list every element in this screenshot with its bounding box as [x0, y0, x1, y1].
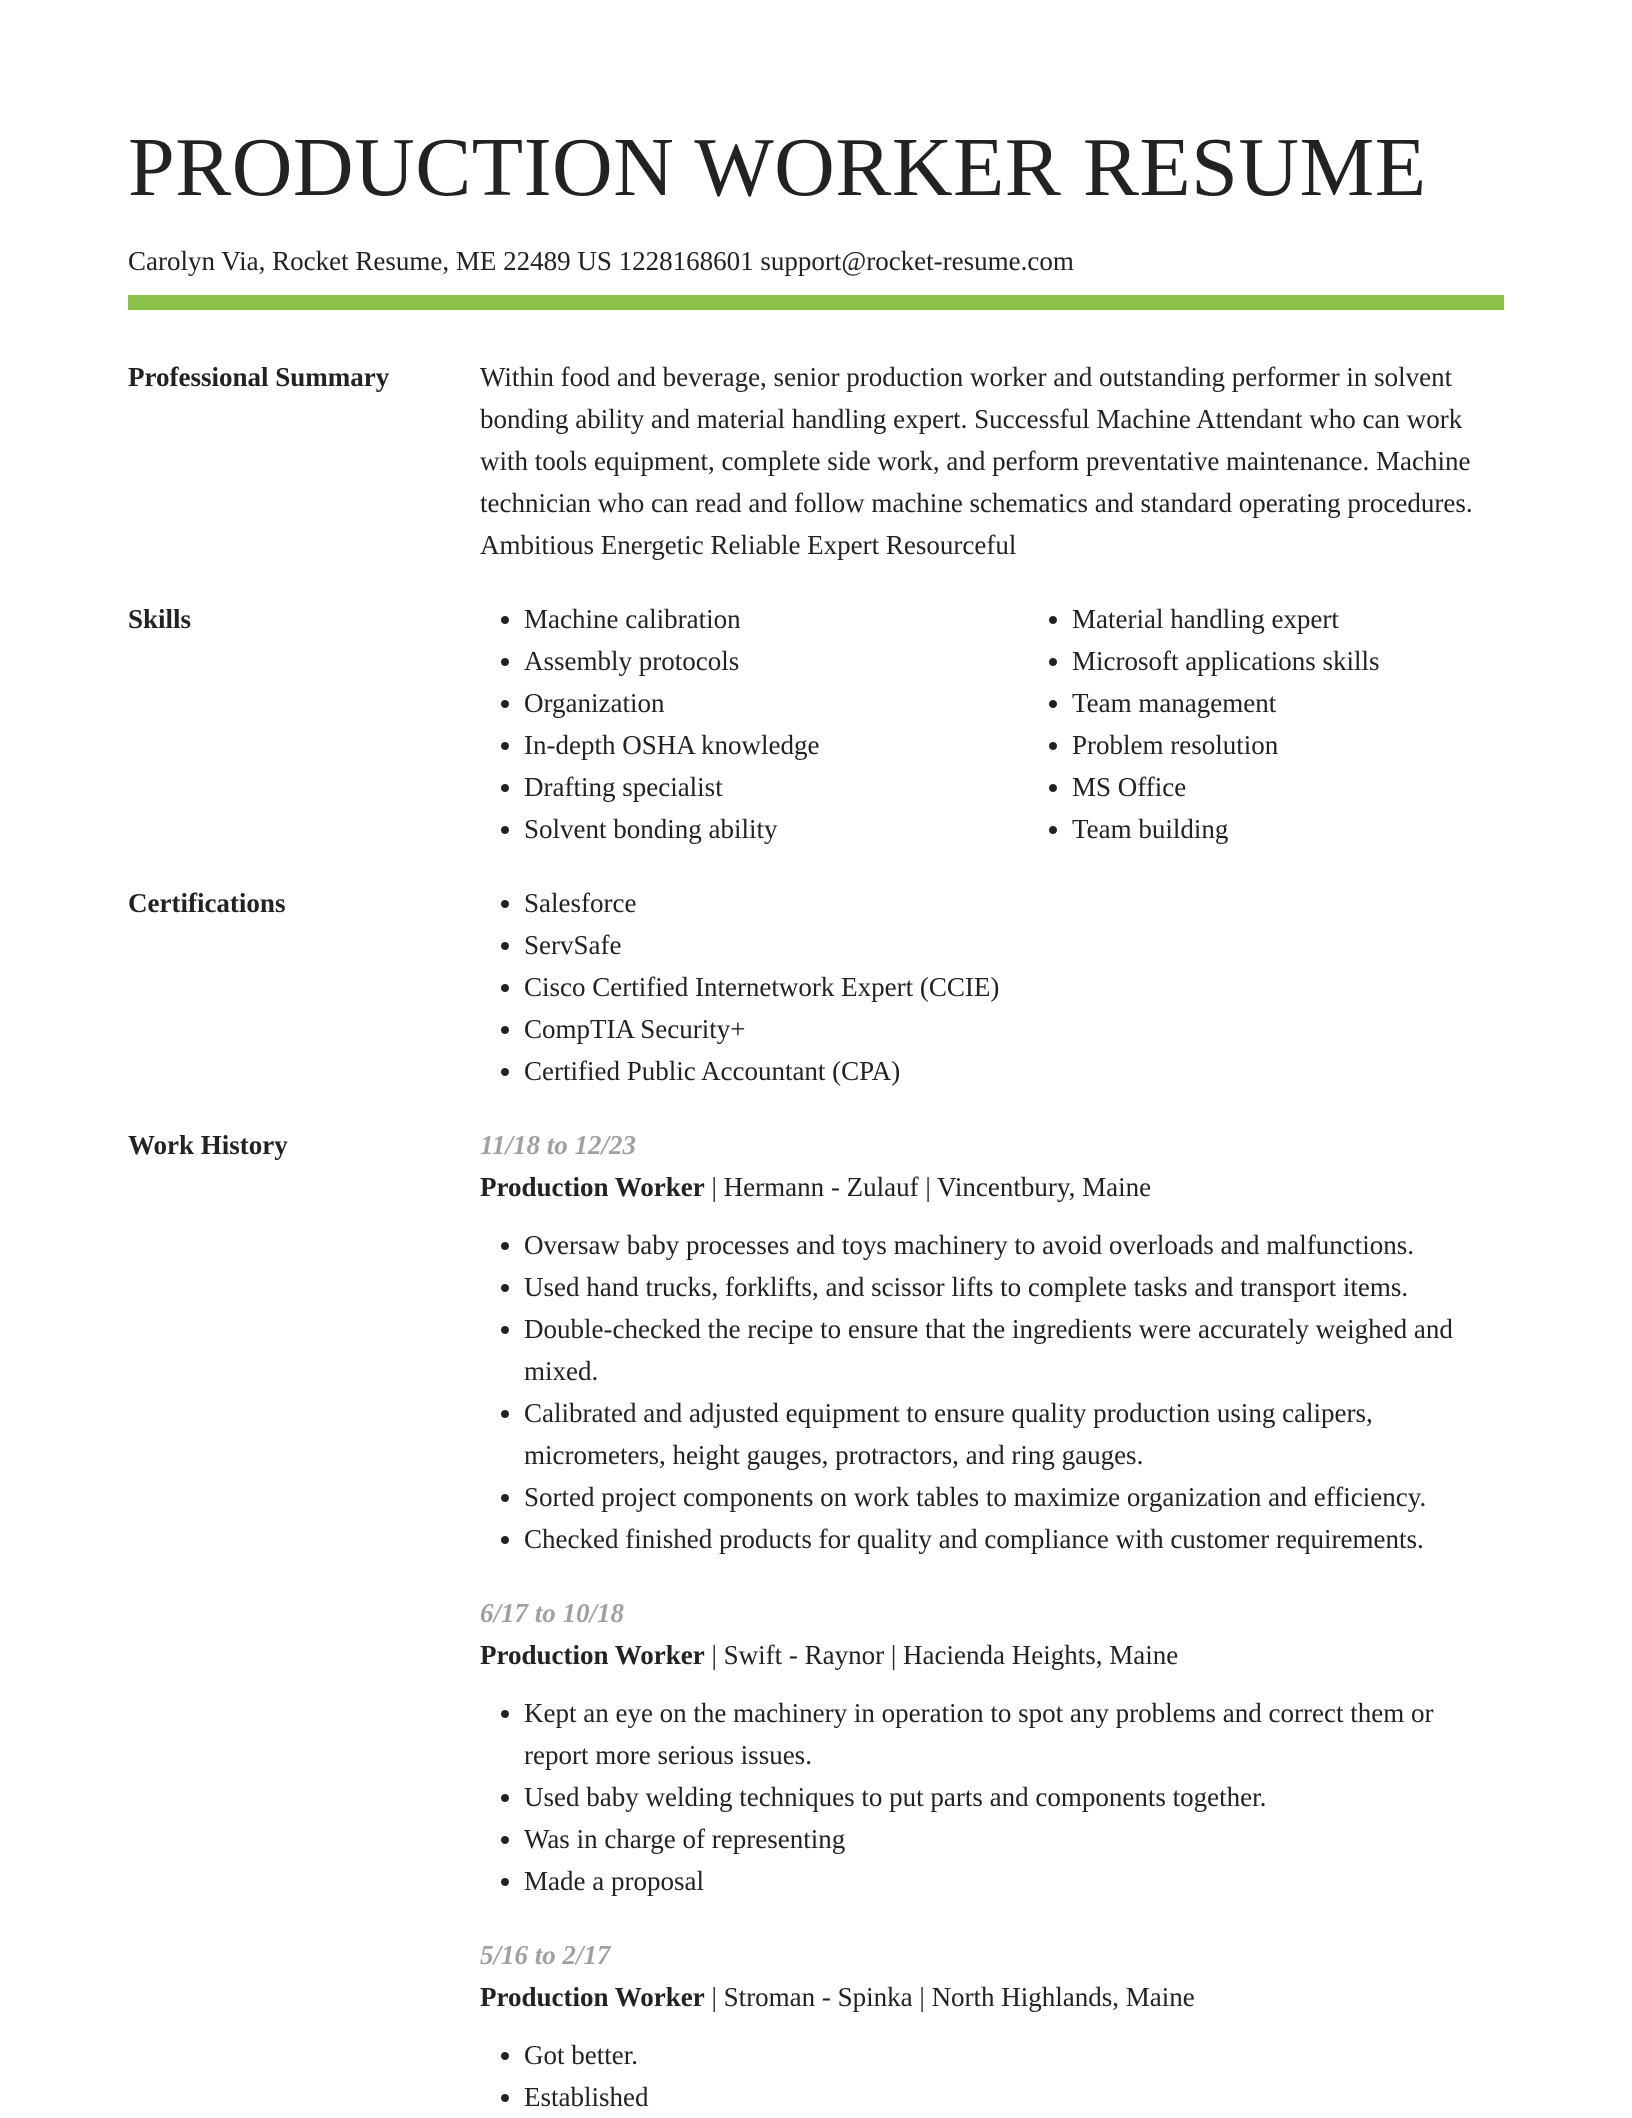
job-bullet: • Calibrated and adjusted equipment to ensure quality production using calipers, micrometers, height gauges, protractors, and ring gauges. — [524, 1392, 1504, 1476]
job-bullet: • Made a proposal — [524, 1860, 1504, 1902]
skill-item: • Problem resolution — [1072, 724, 1576, 766]
job-title: Production Worker — [480, 1982, 705, 2012]
skill-item: • Solvent bonding ability — [524, 808, 1028, 850]
job-bullet: • Kept an eye on the machinery in operation to spot any problems and correct them or report more serious issues. — [524, 1692, 1504, 1776]
skills-columns — [480, 598, 1504, 850]
summary-section — [128, 310, 1504, 566]
certifications-section — [128, 850, 1504, 1092]
job-dates: 6/17 to 10/18 — [480, 1598, 625, 1628]
section-label-skills: Skills — [128, 604, 192, 634]
skill-item: • In-depth OSHA knowledge — [524, 724, 1028, 766]
skill-item: • MS Office — [1072, 766, 1576, 808]
job-dates: 11/18 to 12/23 — [480, 1130, 637, 1160]
section-label-summary: Professional Summary — [128, 362, 390, 392]
section-label-certifications: Certifications — [128, 888, 286, 918]
job-bullet: • Used baby welding techniques to put parts and components together. — [524, 1776, 1504, 1818]
skills-list-left — [480, 598, 1028, 850]
contact-line: Carolyn Via, Rocket Resume, ME 22489 US 1228168601 support@rocket-resume.com — [128, 246, 1074, 276]
summary-body — [480, 356, 1504, 566]
job-heading — [480, 1166, 1504, 1208]
certification-item: • Cisco Certified Internetwork Expert (CCIE) — [524, 966, 1504, 1008]
skill-item: • Material handling expert — [1072, 598, 1576, 640]
job-bullets — [480, 1692, 1504, 1902]
skill-item: • Machine calibration — [524, 598, 1028, 640]
certifications-body — [480, 882, 1504, 1092]
work-history-body — [480, 1124, 1504, 2118]
job-entry — [480, 1592, 1504, 1902]
certifications-list — [480, 882, 1504, 1092]
accent-divider — [128, 295, 1504, 310]
skill-item: • Team management — [1072, 682, 1576, 724]
certification-item: • ServSafe — [524, 924, 1504, 966]
job-details: | Swift - Raynor | Hacienda Heights, Maine — [704, 1640, 1179, 1670]
job-details: | Hermann - Zulauf | Vincentbury, Maine — [704, 1172, 1152, 1202]
job-heading — [480, 1976, 1504, 2018]
skill-item: • Assembly protocols — [524, 640, 1028, 682]
job-details: | Stroman - Spinka | North Highlands, Maine — [704, 1982, 1195, 2012]
skill-item: • Microsoft applications skills — [1072, 640, 1576, 682]
work-history-section — [128, 1092, 1504, 2118]
job-bullet: • Checked finished products for quality and compliance with customer requirements. — [524, 1518, 1504, 1560]
skills-list-right — [1028, 598, 1576, 850]
job-dates: 5/16 to 2/17 — [480, 1940, 611, 1970]
summary-text: Within food and beverage, senior production worker and outstanding performer in solvent bonding ability and material handling expert. Successful Machine Attendant who can work with tools equipment, complete side work, and perform preventative maintenance. Machine technician who can read and follow machine schematics and standard operating procedures. Ambitious Energetic Reliable Expert Resourceful — [480, 362, 1473, 560]
certification-item: • Salesforce — [524, 882, 1504, 924]
section-label-work-history: Work History — [128, 1130, 288, 1160]
job-bullet: • Double-checked the recipe to ensure that the ingredients were accurately weighed and mixed. — [524, 1308, 1504, 1392]
skills-section — [128, 566, 1504, 850]
job-entry — [480, 1934, 1504, 2118]
job-title: Production Worker — [480, 1640, 705, 1670]
skill-item: • Organization — [524, 682, 1028, 724]
job-heading — [480, 1634, 1504, 1676]
job-bullet: • Got better. — [524, 2034, 1504, 2076]
certification-item: • Certified Public Accountant (CPA) — [524, 1050, 1504, 1092]
job-bullet: • Used hand trucks, forklifts, and scissor lifts to complete tasks and transport items. — [524, 1266, 1504, 1308]
skill-item: • Team building — [1072, 808, 1576, 850]
job-bullet: • Was in charge of representing — [524, 1818, 1504, 1860]
job-bullet: • Sorted project components on work tables to maximize organization and efficiency. — [524, 1476, 1504, 1518]
job-bullets — [480, 1224, 1504, 1560]
job-title: Production Worker — [480, 1172, 705, 1202]
job-entry — [480, 1124, 1504, 1560]
certification-item: • CompTIA Security+ — [524, 1008, 1504, 1050]
resume-page — [128, 0, 1504, 2118]
job-bullet: • Oversaw baby processes and toys machinery to avoid overloads and malfunctions. — [524, 1224, 1504, 1266]
resume-title: PRODUCTION WORKER RESUME — [128, 121, 1427, 214]
job-bullet: • Established — [524, 2076, 1504, 2118]
skill-item: • Drafting specialist — [524, 766, 1028, 808]
job-bullets — [480, 2034, 1504, 2118]
